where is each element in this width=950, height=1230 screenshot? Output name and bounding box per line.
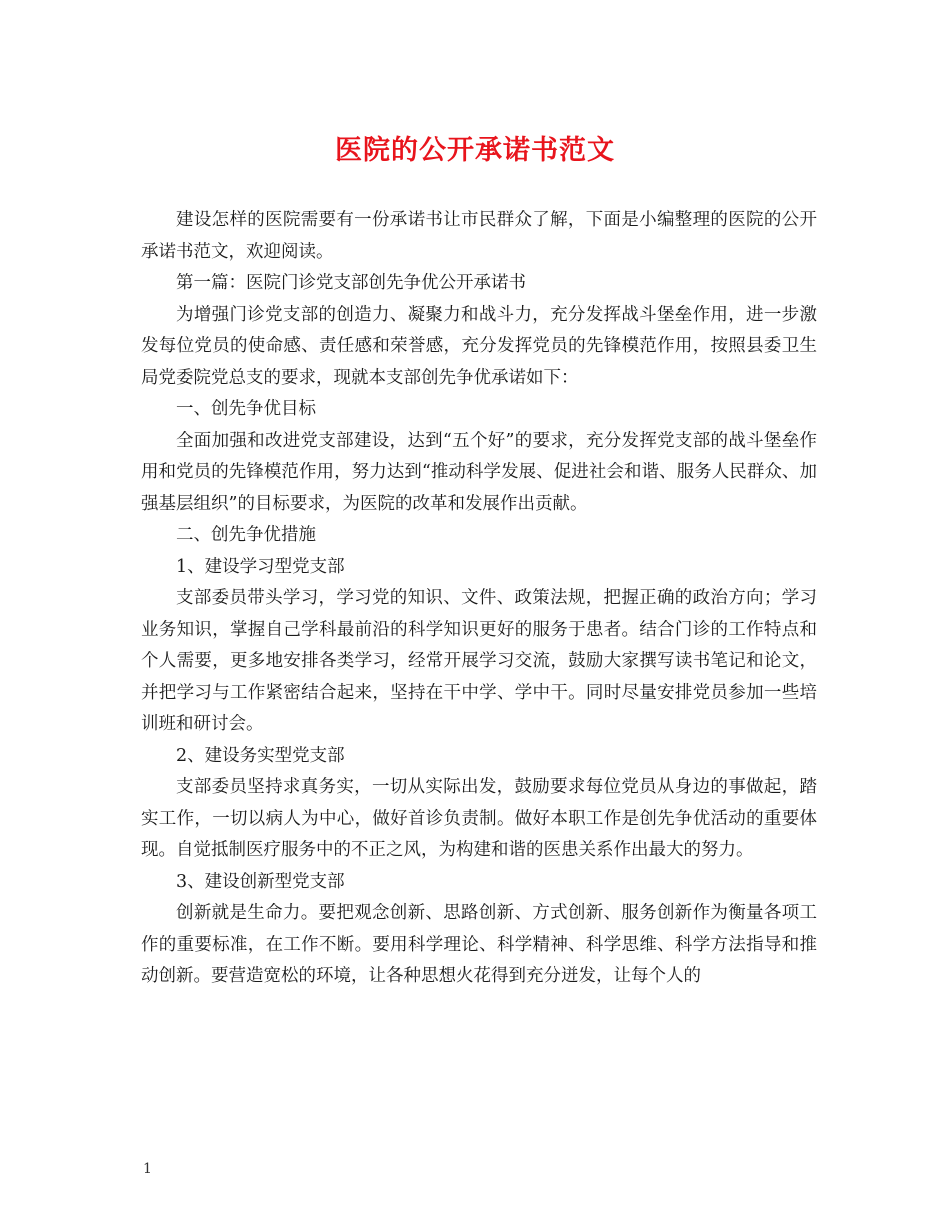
body-paragraph: 为增强门诊党支部的创造力、凝聚力和战斗力，充分发挥战斗堡垒作用，进一步激发每位党员的使命感、责任感和荣誉感，充分发挥党员的先锋模范作用，按照县委卫生局党委院党总支的要求，现就本支部创先争优承诺如下： [141,304,817,388]
section-heading: 二、创先争优措施 [176,525,316,545]
document-title: 医院的公开承诺书范文 [335,135,615,166]
subsection-heading: 3、建设创新型党支部 [176,871,345,892]
body-paragraph: 支部委员带头学习，学习党的知识、文件、政策法规，把握正确的政治方向；学习业务知识，掌握自己学科最前沿的科学知识更好的服务于患者。结合门诊的工作特点和个人需要，更多地安排各类学习，经常开展学习交流，鼓励大家撰写读书笔记和论文，并把学习与工作紧密结合起来，坚持在干中学、学中干。同时尽量安排党员参加一些培训班和研讨会。 [141,588,817,734]
subsection-heading: 1、建设学习型党支部 [176,556,345,577]
document-body [141,205,817,993]
page-number: 1 [143,1161,152,1177]
body-paragraph: 支部委员坚持求真务实，一切从实际出发，鼓励要求每位党员从身边的事做起，踏实工作，一切以病人为中心，做好首诊负责制。做好本职工作是创先争优活动的重要体现。自觉抵制医疗服务中的不正之风，为构建和谐的医患关系作出最大的努力。 [141,777,817,860]
body-paragraph: 全面加强和改进党支部建设，达到“五个好”的要求，充分发挥党支部的战斗堡垒作用和党员的先锋模范作用，努力达到“推动科学发展、促进社会和谐、服务人民群众、加强基层组织”的目标要求，为医院的改革和发展作出贡献。 [141,430,817,514]
intro-paragraph: 建设怎样的医院需要有一份承诺书让市民群众了解，下面是小编整理的医院的公开承诺书范文，欢迎阅读。 [141,210,817,262]
chapter-heading: 第一篇：医院门诊党支部创先争优公开承诺书 [176,273,526,293]
body-paragraph: 创新就是生命力。要把观念创新、思路创新、方式创新、服务创新作为衡量各项工作的重要标准，在工作不断。要用科学理论、科学精神、科学思维、科学方法指导和推动创新。要营造宽松的环境，让各种思想火花得到充分迸发，让每个人的 [141,903,817,986]
section-heading: 一、创先争优目标 [176,399,316,419]
subsection-heading: 2、建设务实型党支部 [176,745,345,766]
